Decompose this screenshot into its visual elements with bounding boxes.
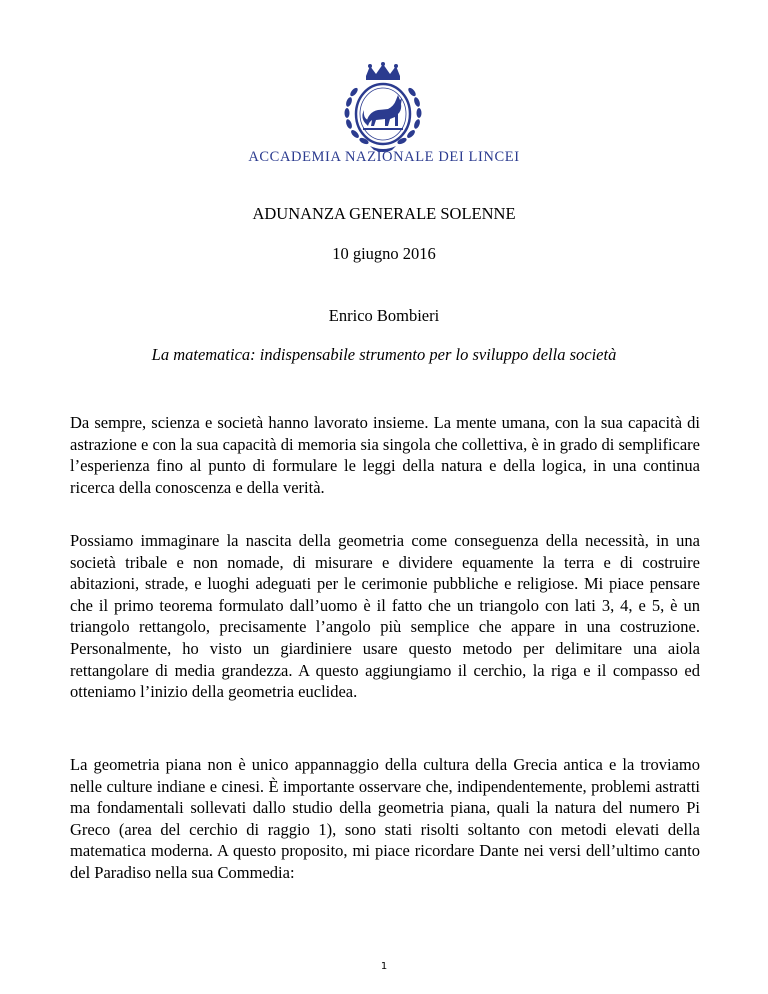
paragraph: Da sempre, scienza e società hanno lavorato insieme. La mente umana, con la sua capacità di astrazione e con la sua capacità di memoria sia singola che collettiva, è in grado di semplificare l’esperienza fino al punto di formulare le leggi della natura e della logica, in una continua ricerca della conoscenza e della verità. (70, 413, 700, 497)
lecture-title: La matematica: indispensabile strumento per lo sviluppo della società (151, 345, 617, 364)
paragraph: Possiamo immaginare la nascita della geometria come conseguenza della necessità, in una società tribale e non nomade, di misurare e dividere equamente la terra e di costruire abitazioni, strade, e luoghi adeguati per le cerimonie pubbliche e religiose. Mi piace pensare che il primo teorema formulato dall’uomo è il fatto che un triangolo con lati 3, 4, e 5, è un triangolo rettangolo, precisamente l’angolo più semplice che appare in una costruzione. Personalmente, ho visto un giardiniere usare questo metodo per delimitare una aiola rettangolare di media grandezza. A questo aggiungiamo il cerchio, la riga e il compasso ed otteniamo l’inizio della geometria euclidea. (70, 531, 700, 702)
academy-name: ACCADEMIA NAZIONALE DEI LINCEI (248, 149, 520, 165)
author-name: Enrico Bombieri (328, 306, 440, 325)
lynx-crest-icon (330, 62, 436, 152)
meeting-title: ADUNANZA GENERALE SOLENNE (252, 204, 516, 223)
page-number: 1 (380, 961, 388, 972)
paragraph: La geometria piana non è unico appannaggio della cultura della Grecia antica e la troviamo nelle culture indiane e cinesi. È importante osservare che, indipendentemente, problemi astratti ma fondamentali sollevati dallo studio della geometria piana, quali la natura del numero Pi Greco (area del cerchio di raggio 1), sono stati risolti soltanto con metodi elevati della matematica moderna. A questo proposito, mi piace ricordare Dante nei versi dell’ultimo canto del Paradiso nella sua Commedia: (70, 755, 700, 882)
meeting-date: 10 giugno 2016 (332, 244, 436, 263)
